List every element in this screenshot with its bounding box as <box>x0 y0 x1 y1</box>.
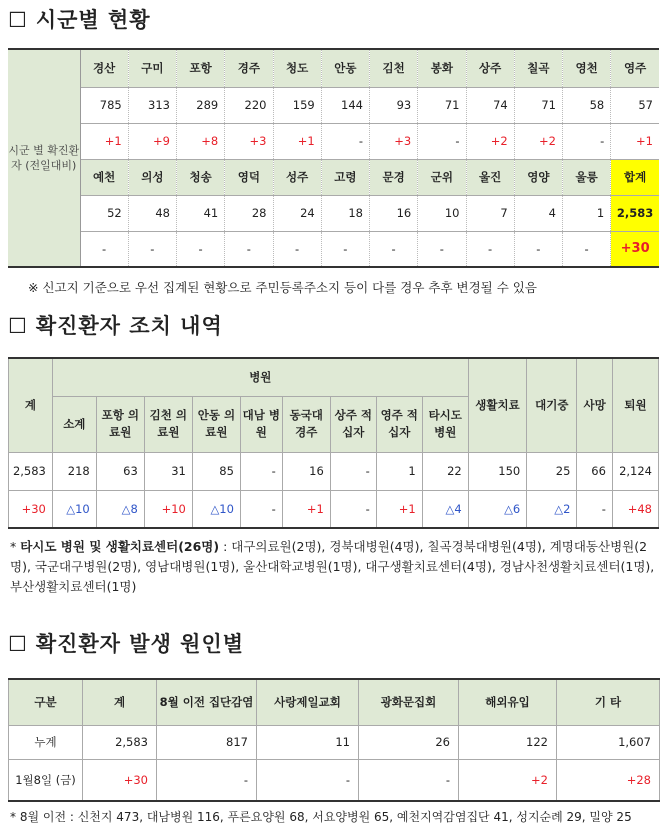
header-other: 기 타 <box>557 679 660 725</box>
side-label: 시군 별 확진환자 (전일대비) <box>8 49 80 267</box>
case-count: 7 <box>466 195 514 231</box>
value-cell: 85 <box>192 452 240 490</box>
footnote-detail: : 대구의료원(2명), 경북대병원(4명), 칠곡경북대병원(4명), 계명대동산병원(2명), 국군대구병원(2명), 영남대병원(1명), 울산대학교병원(1명), 대구생활치료센터(4명), 경남사천생활치료센터(1명), 부산생활치료센터(1명) <box>10 539 655 594</box>
value-cell: 1 <box>376 452 422 490</box>
header-death: 사망 <box>577 358 613 452</box>
region-name: 성주 <box>273 159 321 195</box>
region-name: 봉화 <box>418 49 466 87</box>
value-cell: - <box>240 452 282 490</box>
daily-change: +1 <box>611 123 659 159</box>
table-row <box>8 231 659 267</box>
change-cell: - <box>157 759 257 801</box>
case-count: 74 <box>466 87 514 123</box>
region-name: 구미 <box>128 49 176 87</box>
case-count: 28 <box>225 195 273 231</box>
change-cell: △10 <box>192 490 240 528</box>
value-cell: 150 <box>468 452 527 490</box>
daily-change: - <box>273 231 321 267</box>
row-label: 누계 <box>9 725 83 759</box>
total-count: 2,583 <box>611 195 659 231</box>
subheader: 타시도 병원 <box>422 396 468 452</box>
table-row <box>8 123 659 159</box>
region-name: 군위 <box>418 159 466 195</box>
case-count: 58 <box>563 87 611 123</box>
case-count: 41 <box>177 195 225 231</box>
table-row <box>9 759 660 801</box>
section-title-treatment <box>8 310 223 340</box>
region-name: 영천 <box>563 49 611 87</box>
region-name: 영주 <box>611 49 659 87</box>
footnote-other-hospitals <box>10 537 658 597</box>
subheader: 포항 의료원 <box>96 396 144 452</box>
table-row <box>9 725 660 759</box>
daily-change: +2 <box>466 123 514 159</box>
change-cell: +1 <box>376 490 422 528</box>
value-cell: 22 <box>422 452 468 490</box>
region-name: 영양 <box>514 159 562 195</box>
header-waiting: 대기중 <box>527 358 577 452</box>
daily-change: +8 <box>177 123 225 159</box>
value-cell: 2,583 <box>83 725 157 759</box>
change-cell: △6 <box>468 490 527 528</box>
footnote-star: * <box>10 539 17 554</box>
case-count: 10 <box>418 195 466 231</box>
subheader: 동국대 경주 <box>282 396 330 452</box>
case-count: 52 <box>80 195 128 231</box>
daily-change: - <box>128 231 176 267</box>
header-total: 계 <box>9 358 53 452</box>
case-count: 313 <box>128 87 176 123</box>
change-cell: +30 <box>83 759 157 801</box>
value-cell: 63 <box>96 452 144 490</box>
header-pre-august-cluster: 8월 이전 집단감염 <box>157 679 257 725</box>
subheader: 대남 병원 <box>240 396 282 452</box>
region-name: 상주 <box>466 49 514 87</box>
subheader: 상주 적십자 <box>330 396 376 452</box>
header-life-treatment: 생활치료 <box>468 358 527 452</box>
daily-change: +9 <box>128 123 176 159</box>
change-cell: △2 <box>527 490 577 528</box>
checkbox-glyph-icon: ☐ <box>8 632 28 656</box>
change-cell: △4 <box>422 490 468 528</box>
case-count: 220 <box>225 87 273 123</box>
change-cell: +10 <box>144 490 192 528</box>
region-name: 영덕 <box>225 159 273 195</box>
value-cell: 1,607 <box>557 725 660 759</box>
value-cell: 66 <box>577 452 613 490</box>
section-title-text: 시군별 현황 <box>35 8 151 32</box>
region-name: 울릉 <box>563 159 611 195</box>
daily-change: - <box>177 231 225 267</box>
change-cell: +30 <box>9 490 53 528</box>
section-title-text: 확진환자 발생 원인별 <box>35 632 245 656</box>
total-label: 합계 <box>611 159 659 195</box>
table-row <box>9 358 659 396</box>
table-row <box>8 87 659 123</box>
cause-table <box>8 678 660 802</box>
subheader: 영주 적십자 <box>376 396 422 452</box>
region-name: 경주 <box>225 49 273 87</box>
daily-change: +1 <box>80 123 128 159</box>
change-cell: +2 <box>459 759 557 801</box>
case-count: 4 <box>514 195 562 231</box>
value-cell: 25 <box>527 452 577 490</box>
header-hospital: 병원 <box>52 358 468 396</box>
region-name: 예천 <box>80 159 128 195</box>
daily-change: - <box>225 231 273 267</box>
header-discharge: 퇴원 <box>612 358 658 452</box>
case-count: 144 <box>321 87 369 123</box>
table-row <box>9 490 659 528</box>
daily-change: - <box>563 123 611 159</box>
footnote-pre-august: * 8월 이전 : 신천지 473, 대남병원 116, 푸른요양원 68, 서요양병원 65, 예천지역감염집단 41, 성지순례 29, 밀양 25 <box>10 810 632 824</box>
case-count: 71 <box>514 87 562 123</box>
region-name: 포항 <box>177 49 225 87</box>
subheader: 소계 <box>52 396 96 452</box>
table-row <box>9 679 660 725</box>
region-name: 김천 <box>370 49 418 87</box>
daily-change: - <box>370 231 418 267</box>
region-name: 칠곡 <box>514 49 562 87</box>
checkbox-glyph-icon: ☐ <box>8 314 28 338</box>
header-category: 구분 <box>9 679 83 725</box>
daily-change: - <box>514 231 562 267</box>
region-name: 안동 <box>321 49 369 87</box>
case-count: 16 <box>370 195 418 231</box>
change-cell: - <box>240 490 282 528</box>
header-overseas: 해외유입 <box>459 679 557 725</box>
subheader: 안동 의료원 <box>192 396 240 452</box>
table-row <box>8 195 659 231</box>
header-total: 계 <box>83 679 157 725</box>
daily-change: +3 <box>370 123 418 159</box>
value-cell: 16 <box>282 452 330 490</box>
checkbox-glyph-icon: ☐ <box>8 8 28 32</box>
value-cell: 31 <box>144 452 192 490</box>
change-cell: △8 <box>96 490 144 528</box>
value-cell: - <box>330 452 376 490</box>
value-cell: 2,124 <box>612 452 658 490</box>
treatment-table <box>8 357 659 529</box>
daily-change: - <box>466 231 514 267</box>
region-name: 청도 <box>273 49 321 87</box>
case-count: 48 <box>128 195 176 231</box>
case-count: 57 <box>611 87 659 123</box>
change-cell: +1 <box>282 490 330 528</box>
change-cell: - <box>577 490 613 528</box>
table-row <box>9 452 659 490</box>
case-count: 24 <box>273 195 321 231</box>
change-cell: - <box>330 490 376 528</box>
case-count: 1 <box>563 195 611 231</box>
header-gwanghwamun-rally: 광화문집회 <box>359 679 459 725</box>
daily-change: - <box>80 231 128 267</box>
daily-change: - <box>321 231 369 267</box>
region-name: 울진 <box>466 159 514 195</box>
value-cell: 2,583 <box>9 452 53 490</box>
daily-change: +3 <box>225 123 273 159</box>
daily-change: - <box>321 123 369 159</box>
region-name: 청송 <box>177 159 225 195</box>
table-row <box>8 159 659 195</box>
case-count: 159 <box>273 87 321 123</box>
value-cell: 218 <box>52 452 96 490</box>
region-name: 의성 <box>128 159 176 195</box>
section-title-region-status <box>8 4 151 34</box>
footnote-bold-label: 타시도 병원 및 생활치료센터(26명) <box>20 539 220 554</box>
daily-change: - <box>418 123 466 159</box>
case-count: 93 <box>370 87 418 123</box>
daily-change: - <box>563 231 611 267</box>
change-cell: △10 <box>52 490 96 528</box>
daily-change: - <box>418 231 466 267</box>
section-title-text: 확진환자 조치 내역 <box>35 314 223 338</box>
change-cell: - <box>257 759 359 801</box>
daily-change: +1 <box>273 123 321 159</box>
total-change: +30 <box>611 231 659 267</box>
daily-change: +2 <box>514 123 562 159</box>
header-sarang-church: 사랑제일교회 <box>257 679 359 725</box>
case-count: 18 <box>321 195 369 231</box>
region-status-table <box>8 48 659 268</box>
subheader: 김천 의료원 <box>144 396 192 452</box>
table-row <box>8 49 659 87</box>
region-name: 경산 <box>80 49 128 87</box>
region-name: 문경 <box>370 159 418 195</box>
footnote-address: ※ 신고지 기준으로 우선 집계된 현황으로 주민등록주소지 등이 다를 경우 추후 변경될 수 있음 <box>28 280 537 295</box>
region-name: 고령 <box>321 159 369 195</box>
change-cell: - <box>359 759 459 801</box>
change-cell: +28 <box>557 759 660 801</box>
value-cell: 11 <box>257 725 359 759</box>
value-cell: 817 <box>157 725 257 759</box>
value-cell: 122 <box>459 725 557 759</box>
change-cell: +48 <box>612 490 658 528</box>
section-title-cause <box>8 628 244 658</box>
case-count: 289 <box>177 87 225 123</box>
row-label-date: 1월8일 (금) <box>9 759 83 801</box>
case-count: 71 <box>418 87 466 123</box>
case-count: 785 <box>80 87 128 123</box>
value-cell: 26 <box>359 725 459 759</box>
